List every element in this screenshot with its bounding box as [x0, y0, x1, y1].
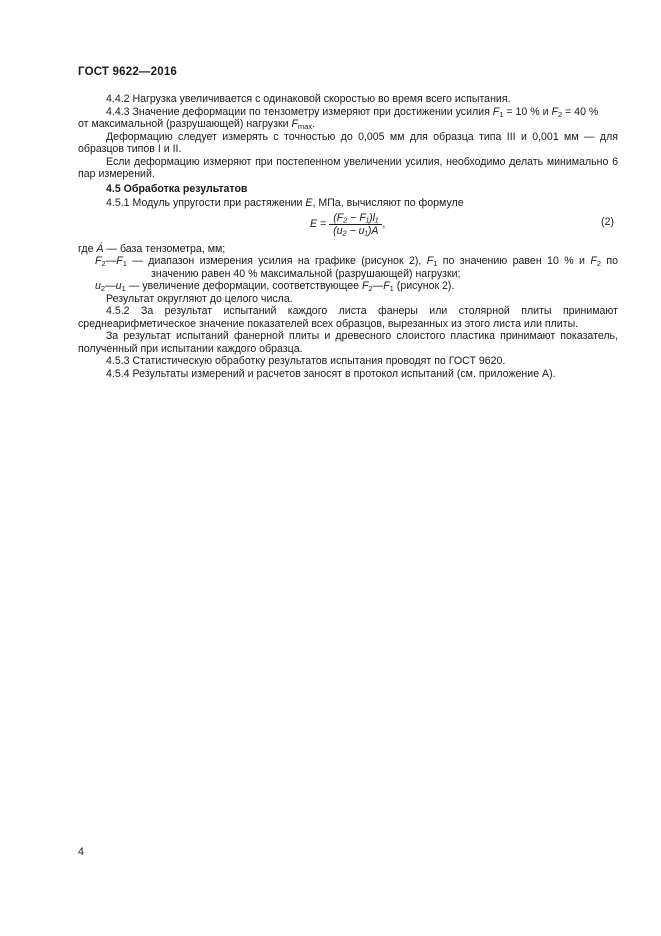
def-base: где Á — база тензометра, мм;: [78, 242, 226, 255]
page-body: [78, 93, 618, 380]
para-4-5-3: 4.5.3 Статистическую обработку результатов испытания проводят по ГОСТ 9620.: [106, 355, 506, 367]
formula-comma: ,: [382, 218, 386, 231]
para-deformation-pairs: Если деформацию измеряют при постепенном увеличении усилия, необходимо делать минимально 6 пар измерений.: [78, 155, 618, 180]
document-header: ГОСТ 9622—2016: [78, 66, 178, 78]
formula-number: (2): [601, 215, 614, 228]
para-4-4-3: 4.4.3 Значение деформации по тензометру измеряют при достижении усилия $F_1 = 10$ % и $F_2 = 40$ % от максимальной (разрушающей) нагрузки $F_{max}$.: [78, 105, 599, 131]
para-4-5-2-plate: За результат испытаний фанерной плиты и древесного слоистого пластика принимают показатель, полученный при испытании каждого образца.: [78, 330, 618, 355]
para-4-4-2: 4.4.2 Нагрузка увеличивается с одинаковой скоростью во время всего испытания.: [106, 93, 511, 105]
page-number: 4: [78, 846, 84, 858]
def-force-range: $F_2—F_1$ — диапазон измерения усилия на графике (рисунок 2), $F_1$ по значению равен 10 % и $F_2$ по значению равен 40 % максимальной (разрушающей) нагрузки;: [95, 255, 618, 280]
formula-numerator: (F₂ − F₁)l₁: [329, 212, 382, 226]
para-rounding: Результат округляют до целого числа.: [106, 292, 293, 305]
section-heading-4-5: 4.5 Обработка результатов: [106, 182, 248, 195]
def-deformation-range: $u_2—u_1$ — увеличение деформации, соответствующее $F_2—F_1$ (рисунок 2).: [95, 280, 455, 293]
formula-2: [78, 212, 618, 242]
formula-denominator: (u₂ − u₁)A: [333, 225, 379, 237]
formula-lhs: E =: [310, 218, 327, 231]
para-4-5-2: 4.5.2 За результат испытаний каждого листа фанеры или столярной плиты принимают среднеарифметическое значение показателей всех образцов, вырезанных из этого листа или плиты.: [78, 305, 618, 330]
para-4-5-4: 4.5.4 Результаты измерений и расчетов заносят в протокол испытаний (см. приложение А).: [106, 367, 556, 380]
para-4-5-1: 4.5.1 Модуль упругости при растяжении E, МПа, вычисляют по формуле: [106, 197, 464, 209]
para-deformation-accuracy: Деформацию следует измерять с точностью до 0,005 мм для образца типа III и 0,001 мм — для образцов типов I и II.: [78, 130, 618, 155]
